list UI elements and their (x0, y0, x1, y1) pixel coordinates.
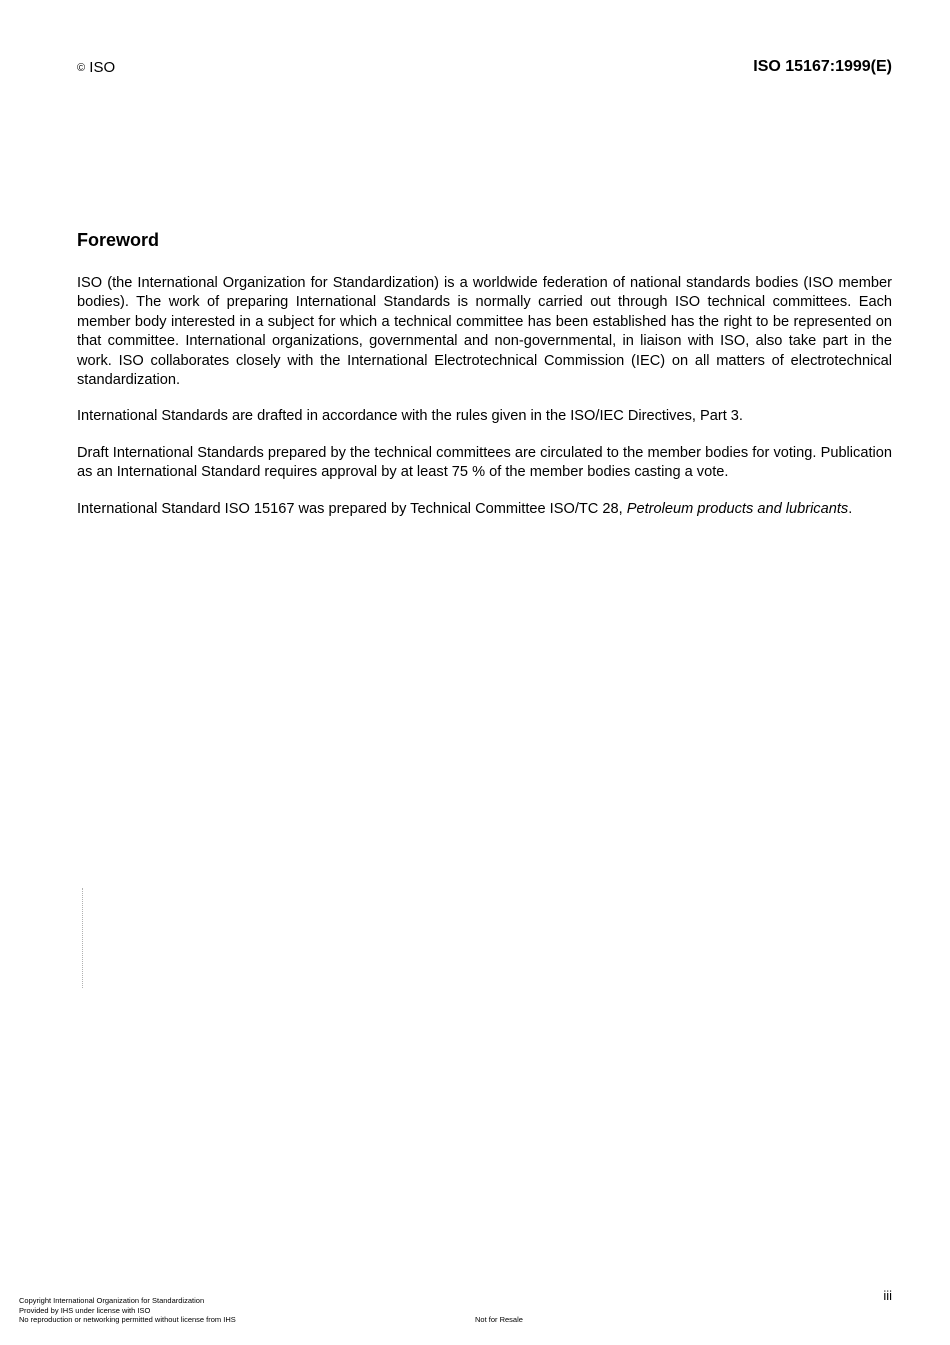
header-publisher: ISO (89, 59, 116, 76)
paragraph-iso-intro: ISO (the International Organization for Standardization) is a worldwide federation of national standards bodies (ISO member bodies). The work of preparing International Standards is normally carried out through ISO technical committees. Each member body interested in a subject for which a technical committee has been established has the right to be represented on that committee. International organizations, governmental and non-governmental, in liaison with ISO, also take part in the work. ISO collaborates closely with the International Electrotechnical Commission (IEC) on all matters of electrotechnical standardization. (77, 275, 892, 389)
footer-line-copyright: Copyright International Organization for Standardization (19, 1296, 205, 1305)
document-id: ISO 15167:1999(E) (753, 58, 892, 75)
paragraph-directives: International Standards are drafted in accordance with the rules given in the ISO/IEC Directives, Part 3. (77, 408, 743, 425)
copyright-symbol: © (77, 62, 86, 74)
footer-line-provider: Provided by IHS under license with ISO (19, 1305, 151, 1315)
committee-end: . (848, 500, 853, 517)
page-number: iii (883, 1288, 892, 1303)
paragraph-committee (77, 500, 892, 519)
scan-artifact-dots (82, 888, 87, 988)
committee-lead-text: International Standard ISO 15167 was prepared by Technical Committee ISO/TC 28, (77, 500, 627, 517)
foreword-body (77, 274, 892, 519)
committee-title: Petroleum products and lubricants (626, 500, 849, 517)
copyright-footer (19, 1296, 236, 1325)
section-title: Foreword (77, 230, 160, 250)
footer-line-reproduction: No reproduction or networking permitted without license from IHS (19, 1315, 236, 1324)
resale-notice: Not for Resale (475, 1315, 523, 1324)
paragraph-voting: Draft International Standards prepared by the technical committees are circulated to the member bodies for voting. Publication as an International Standard requires approval by at least 75 % of the member bodies casting a vote. (77, 444, 892, 481)
header-copyright (77, 59, 115, 76)
